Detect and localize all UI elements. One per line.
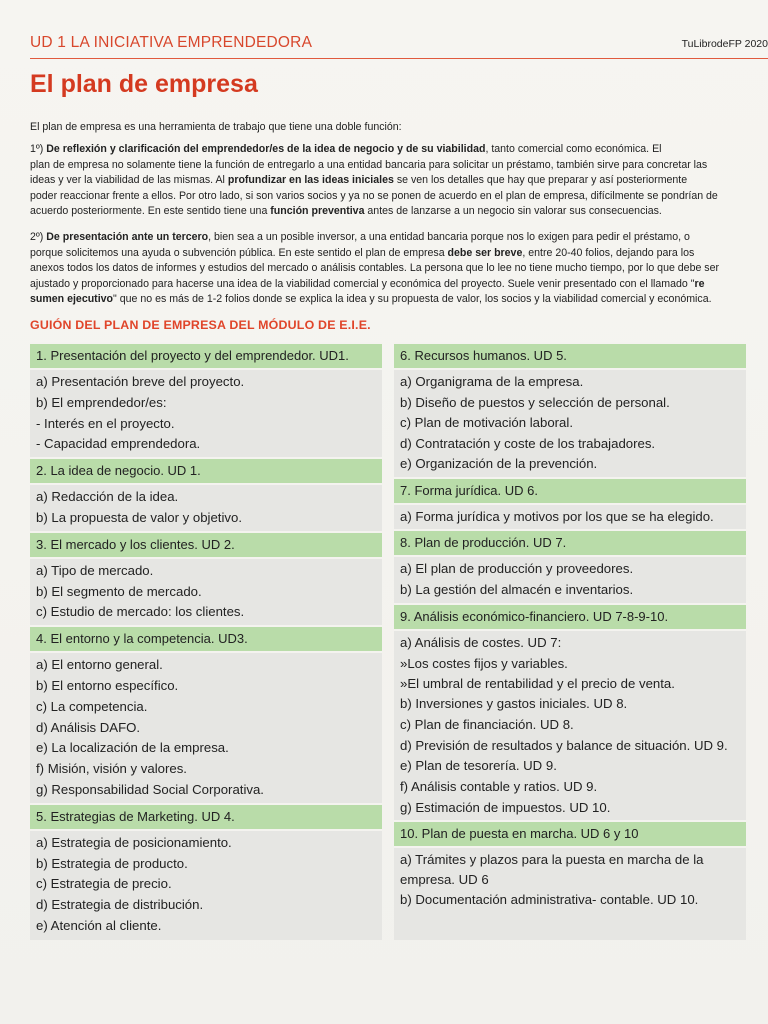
list-item: a) Presentación breve del proyecto.: [36, 374, 245, 389]
page-title: El plan de empresa: [30, 70, 258, 98]
text-run: " que no es más de 1-2 folios donde se explica la idea y su propuesta de valor, los socios y la viabilidad comercial y económica.: [113, 293, 712, 306]
text-run: 2º): [30, 231, 47, 243]
intro-text: El plan de empresa es una herramienta de trabajo que tiene una doble función:: [30, 121, 402, 133]
text-run: , tanto comercial como económica. El: [485, 143, 662, 155]
section-items: [30, 653, 382, 803]
bold-phrase: De reflexión y clarificación del emprendedor/es de la idea de negocio y de su viabilidad: [46, 143, 486, 155]
text-run: ideas y ver la viabilidad de las mismas. Al: [30, 174, 228, 187]
list-item: d) Contratación y coste de los trabajadores.: [400, 435, 656, 451]
list-item: »El umbral de rentabilidad y el precio de venta.: [400, 676, 675, 692]
list-item: b) Documentación administrativa- contable. UD 10.: [400, 892, 699, 908]
list-item: e) Plan de tesorería. UD 9.: [400, 757, 557, 773]
section-items: [394, 505, 746, 529]
text-run: poder reaccionar frente a ellos. Por otro lado, si son varios socios y ya no se ponen de acuerdo en el plan de empresa, difícilmente se pondrían de: [30, 189, 718, 202]
plan-column-right: [394, 342, 746, 940]
paragraph-line: [30, 158, 768, 174]
text-run: acuerdo posteriormente. En este sentido tiene una: [30, 205, 271, 218]
list-item: a) Organigrama de la empresa.: [400, 374, 584, 389]
list-item: a) Trámites y plazos para la puesta en marcha de la empresa. UD 6: [400, 852, 704, 888]
section-heading: 2. La idea de negocio. UD 1.: [30, 457, 382, 485]
list-item: - Interés en el proyecto.: [36, 415, 175, 431]
brand-label: TuLibrodeFP 2020: [681, 38, 768, 50]
list-item: d) Estrategia de distribución.: [36, 897, 204, 913]
section-heading: 1. Presentación del proyecto y del emprendedor. UD1.: [30, 342, 382, 370]
paragraph-line: [30, 142, 768, 158]
bold-phrase: debe ser breve: [447, 246, 523, 259]
bold-phrase: re: [694, 277, 705, 290]
paragraph-line: [30, 204, 768, 220]
list-item: c) Estudio de mercado: los clientes.: [36, 604, 245, 620]
text-run: 1º): [30, 143, 47, 155]
section-items: [30, 831, 382, 939]
list-item: a) Tipo de mercado.: [36, 562, 154, 578]
list-item: g) Responsabilidad Social Corporativa.: [36, 781, 264, 797]
list-item: c) Estrategia de precio.: [36, 876, 172, 892]
script-heading: GUIÓN DEL PLAN DE EMPRESA DEL MÓDULO DE E.I.E.: [30, 318, 371, 332]
paragraph-line: [30, 189, 768, 205]
section-items: [30, 559, 382, 625]
paragraph-line: [30, 292, 768, 308]
section-heading: 6. Recursos humanos. UD 5.: [394, 342, 746, 370]
section-heading: 4. El entorno y la competencia. UD3.: [30, 625, 382, 653]
list-item: a) Estrategia de posicionamiento.: [36, 834, 232, 850]
bold-phrase: función preventiva: [270, 205, 365, 218]
list-item: b) El segmento de mercado.: [36, 583, 202, 599]
list-item: d) Análisis DAFO.: [36, 719, 141, 735]
list-item: e) La localización de la empresa.: [36, 740, 229, 756]
list-item: b) Inversiones y gastos iniciales. UD 8.: [400, 696, 628, 712]
list-item: - Capacidad emprendedora.: [36, 436, 201, 452]
unit-title: UD 1 LA INICIATIVA EMPRENDEDORA: [30, 34, 313, 51]
text-run: plan de empresa no solamente tiene la función de entregarlo a una entidad bancaria para solicitar un préstamo, también sirve para concretar las: [30, 158, 708, 171]
list-item: b) El emprendedor/es:: [36, 394, 167, 410]
text-run: , bien sea a un posible inversor, a una entidad bancaria porque nos lo exigen para pedir el préstamo, o: [208, 231, 690, 243]
list-item: b) El entorno específico.: [36, 677, 179, 693]
list-item: a) El entorno general.: [36, 657, 163, 673]
page-header: [30, 30, 768, 59]
bold-phrase: sumen ejecutivo: [30, 293, 114, 306]
section-items: [30, 370, 382, 457]
list-item: a) Forma jurídica y motivos por los que se ha elegido.: [400, 509, 714, 525]
section-heading: 10. Plan de puesta en marcha. UD 6 y 10: [394, 820, 746, 848]
list-item: b) Estrategia de producto.: [36, 855, 188, 871]
paragraph-reflection: [30, 142, 768, 220]
paragraph-line: [30, 261, 768, 277]
list-item: b) Diseño de puestos y selección de personal.: [400, 394, 670, 410]
list-item: f) Misión, visión y valores.: [36, 761, 187, 777]
section-heading: 8. Plan de producción. UD 7.: [394, 529, 746, 557]
list-item: b) La gestión del almacén e inventarios.: [400, 581, 634, 597]
text-run: anexos todos los datos de informes y estudios del mercado o análisis contables. La persona que lo lee no tiene mucho tiempo, por lo que debe ser: [30, 262, 720, 275]
section-heading: 5. Estrategias de Marketing. UD 4.: [30, 803, 382, 831]
section-items: [394, 370, 746, 477]
list-item: c) La competencia.: [36, 698, 148, 714]
paragraph-line: [30, 173, 768, 189]
list-item: a) Redacción de la idea.: [36, 489, 179, 505]
list-item: e) Organización de la prevención.: [400, 456, 598, 472]
text-run: se ven los detalles que hay que preparar y así posteriormente: [393, 174, 688, 187]
list-item: a) Análisis de costes. UD 7:: [400, 634, 562, 650]
section-heading: 7. Forma jurídica. UD 6.: [394, 477, 746, 505]
list-item: e) Atención al cliente.: [36, 917, 162, 933]
list-item: »Los costes fijos y variables.: [400, 655, 568, 671]
paragraph-line: [30, 230, 768, 246]
paragraph-line: [30, 246, 768, 262]
bold-phrase: profundizar en las ideas iniciales: [227, 174, 394, 187]
list-item: d) Previsión de resultados y balance de situación. UD 9.: [400, 737, 728, 753]
section-items: [30, 485, 382, 531]
section-items: [394, 631, 746, 821]
list-item: b) La propuesta de valor y objetivo.: [36, 509, 242, 525]
list-item: c) Plan de financiación. UD 8.: [400, 717, 574, 733]
bold-phrase: De presentación ante un tercero: [46, 231, 209, 243]
text-run: antes de lanzarse a un negocio sin valorar sus consecuencias.: [364, 205, 662, 218]
list-item: a) El plan de producción y proveedores.: [400, 561, 634, 577]
list-item: g) Estimación de impuestos. UD 10.: [400, 799, 611, 815]
text-run: porque solicitemos una ayuda o subvención pública. En este sentido el plan de empresa: [30, 246, 448, 259]
section-heading: 3. El mercado y los clientes. UD 2.: [30, 531, 382, 559]
paragraph-line: [30, 277, 768, 293]
section-heading: 9. Análisis económico-financiero. UD 7-8-9-10.: [394, 603, 746, 631]
text-run: , entre 20-40 folios, dejando para los: [522, 246, 695, 259]
text-run: ajustado y proporcionado para hacerse una idea de la viabilidad comercial y económica del proyecto. Suele venir presentado con el llamado ": [30, 277, 695, 290]
plan-column-left: [30, 342, 382, 940]
paragraph-presentation: [30, 230, 768, 308]
section-items: [394, 557, 746, 603]
list-item: c) Plan de motivación laboral.: [400, 414, 573, 430]
section-items: [394, 848, 746, 912]
list-item: f) Análisis contable y ratios. UD 9.: [400, 778, 598, 794]
